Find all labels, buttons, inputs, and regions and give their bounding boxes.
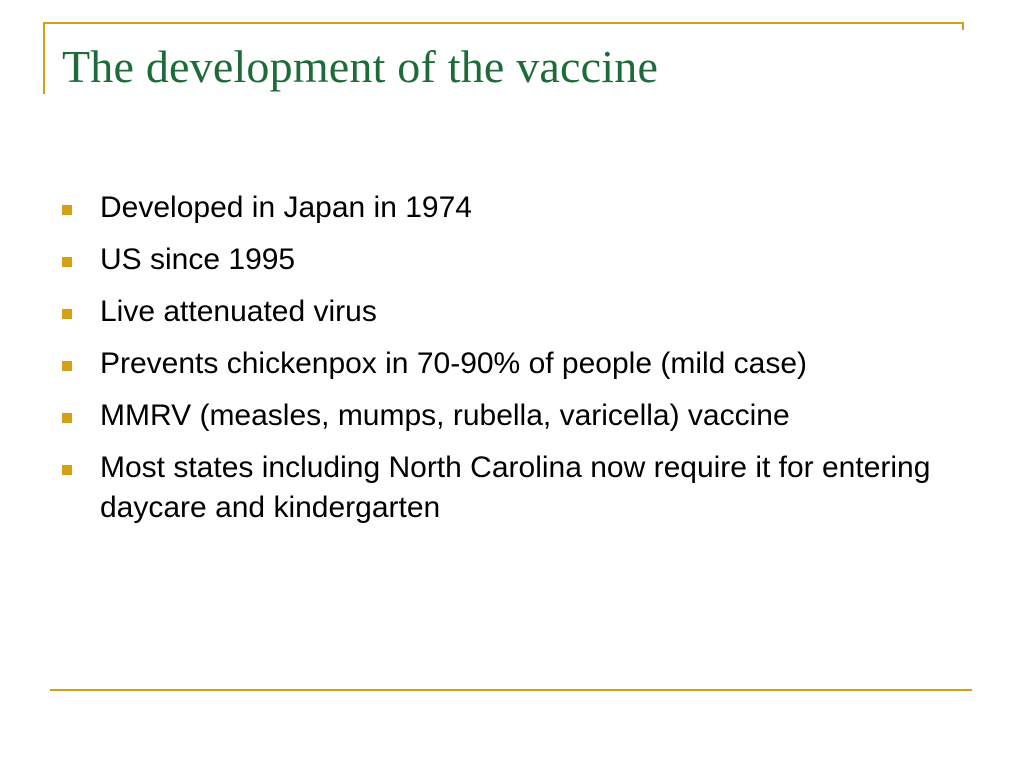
bullet-text: Developed in Japan in 1974 — [100, 191, 472, 224]
square-bullet-icon — [62, 413, 72, 423]
frame-top-rule — [43, 22, 964, 24]
bullet-text: MMRV (measles, mumps, rubella, varicella) vaccine — [100, 399, 790, 432]
bullet-list — [62, 188, 962, 540]
bullet-text: Prevents chickenpox in 70-90% of people (mild case) — [100, 347, 808, 380]
bullet-item — [62, 344, 962, 384]
bottom-rule — [50, 689, 972, 691]
frame-left-rule — [43, 22, 45, 94]
bullet-item — [62, 396, 962, 436]
square-bullet-icon — [62, 465, 72, 475]
bullet-text: US since 1995 — [100, 243, 296, 276]
square-bullet-icon — [62, 309, 72, 319]
bullet-item — [62, 188, 962, 228]
bullet-item — [62, 240, 962, 280]
bullet-item — [62, 292, 962, 332]
square-bullet-icon — [62, 205, 72, 215]
bullet-text: Most states including North Carolina now require it for entering daycare and kindergarten — [100, 451, 931, 524]
frame-right-tick — [962, 22, 964, 30]
bullet-item — [62, 448, 962, 528]
bullet-text: Live attenuated virus — [100, 295, 377, 328]
slide-title: The development of the vaccine — [62, 41, 659, 92]
square-bullet-icon — [62, 257, 72, 267]
square-bullet-icon — [62, 361, 72, 371]
